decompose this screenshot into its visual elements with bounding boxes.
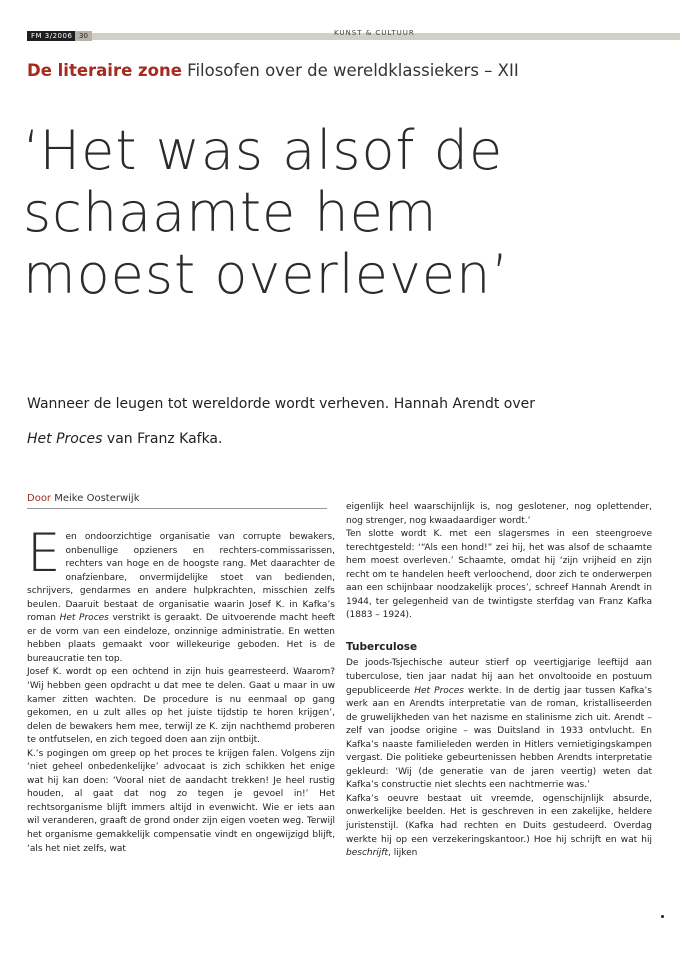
paragraph-4: eigenlijk heel waarschijnlijk is, nog geslotener, nog oplettender, nog strenger, nog kwaadaardiger wordt.’: [346, 502, 652, 526]
dropcap: E: [27, 523, 61, 584]
magazine-issue: FM 3/2006: [27, 31, 76, 41]
headline-line-1: ‘Het was alsof de: [23, 119, 504, 182]
byline-author: Meike Oosterwijk: [54, 493, 140, 504]
paragraph-7: Kafka’s oeuvre bestaat uit vreemde, ogenschijnlijk absurde, onwerkelijke beelden. Het is geschreven in een zakelijke, heldere juristenstijl. (Kafka had rechten en Duits gestudeerd. Overdag werkte hij op een verzekeringskantoor.) Hoe hij schrijft en wat hij beschrijft, lijken: [346, 793, 652, 859]
kicker: [27, 61, 519, 80]
paragraph-1: Een ondoorzichtige organisatie van corrupte bewakers, onbenullige opzieners en rechters-commissarissen, rechters van hoge en de hoogste rang. Met daarachter de onafzienbare, onvermijdelijke stoet van bedienden, schrijvers, gendarmes en andere hulpkrachten, misschien zelfs beulen. Daaruit bestaat de organisatie waarin Josef K. in Kafka’s roman Het Proces verstrikt is geraakt. De uitvoerende macht heeft er de vorm van een eindeloze, onzinnige administratie. En wetten hebben plaats gemaakt voor willekeurige geboden. Het is de bureaucratie ten top.: [27, 523, 335, 664]
page-number: 30: [75, 31, 92, 41]
column-2: [346, 501, 652, 861]
end-marker: [661, 915, 664, 918]
byline-rule: [27, 508, 327, 509]
byline-door: Door: [27, 493, 52, 504]
paragraph-2: Josef K. wordt op een ochtend in zijn huis gearresteerd. Waarom? ‘Wij hebben geen opdracht u dat mee te delen. Gaat u maar in uw kamer zitten wachten. De procedure is nu eenmaal op gang gekomen, en u zult alles op het juiste tijdstip te horen krijgen’, delen de bewakers hem mee, terwijl ze K. zijn nachthemd proberen te ontfutselen, en zich tegoed doen aan zijn ontbijt.: [27, 667, 335, 746]
headline-line-3: moest overleven’: [23, 243, 510, 306]
series-title: De literaire zone: [27, 61, 182, 80]
lead-line-1: Wanneer de leugen tot wereldorde wordt verheven. Hannah Arendt over: [27, 396, 536, 412]
series-subtitle: Filosofen over de wereldklassiekers – XII: [187, 61, 519, 80]
headline-line-2: schaamte hem: [23, 181, 438, 244]
column-1: [27, 523, 335, 856]
headline: [23, 120, 663, 306]
lead-italic-title: Het Proces: [27, 431, 103, 447]
paragraph-3: K.’s pogingen om greep op het proces te krijgen falen. Volgens zijn ‘niet geheel onbedenkelijke’ advocaat is zich schikken het enige wat hij kan doen: ‘Vooral niet de aandacht trekken! Je heel rustig houden, al gaat dat nog zo tegen je gevoel in!’ Het rechtsorganisme blijft immers altijd in evenwicht. Wie er iets aan wil veranderen, graaft de grond onder zijn eigen voeten weg. Terwijl het organisme gemakkelijk compensatie vindt en ongewijzigd blijft, ‘als het niet zelfs, wat: [27, 748, 335, 854]
paragraph-6: De joods-Tsjechische auteur stierf op veertigjarige leeftijd aan tuberculose, tien jaar nadat hij aan het onvoltooide en postuum gepubliceerde Het Proces werkte. In de dertig jaar tussen Kafka’s werk aan en Arendts interpretatie van de roman, kristalliseerden de gruwelijkheden van het nazisme en stalinisme zich uit. Arendt – zelf van joodse origine – was Duitsland in 1933 ontvlucht. En Kafka’s naaste familieleden werden in Hitlers vernietigingskampen vergast. Die politieke gebeurtenissen hebben Arendts interpretatie gekleurd: ‘Wij (de generatie van de jaren veertig) weten dat Kafka’s constructie niet slechts een nachtmerrie was.’: [346, 658, 652, 791]
byline: [27, 493, 139, 504]
subheading: Tuberculose: [346, 640, 418, 653]
paragraph-5: Ten slotte wordt K. met een slagersmes in een steengroeve terechtgesteld: ‘“Als een hond!” zei hij, het was alsof de schaamte hem moest overleven.’ Schaamte, omdat hij ‘zijn vrijheid en zijn recht om te handelen heeft verloochend, door zich te onderwerpen aan een schijnbaar noodzakelijk proces’, schreef Hannah Arendt in 1944, ter gelegenheid van de twintigste sterfdag van Franz Kafka (1883 – 1924).: [346, 529, 652, 621]
lead-line-2: Het Proces van Franz Kafka.: [27, 431, 223, 447]
section-label: KUNST & CULTUUR: [334, 29, 415, 37]
